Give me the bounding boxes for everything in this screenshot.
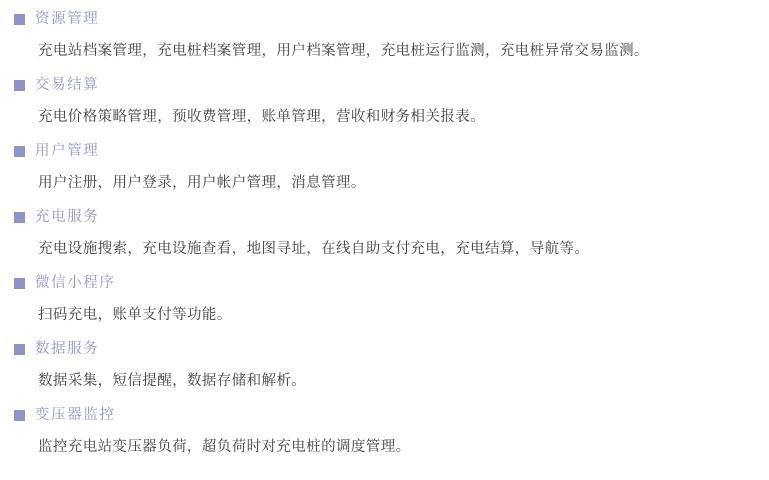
section-header	[0, 72, 769, 98]
section-body: 数据采集，短信提醒，数据存储和解析。	[38, 373, 307, 389]
section-body: 扫码充电，账单支付等功能。	[38, 307, 232, 323]
square-bullet-icon	[14, 410, 25, 421]
section-header	[0, 6, 769, 32]
section-body: 监控充电站变压器负荷，超负荷时对充电桩的调度管理。	[38, 439, 411, 455]
section-header	[0, 270, 769, 296]
section-title: 交易结算	[35, 77, 100, 93]
section-header	[0, 138, 769, 164]
square-bullet-icon	[14, 278, 25, 289]
section-user-management	[0, 138, 769, 204]
section-transaction-settlement	[0, 72, 769, 138]
section-header	[0, 402, 769, 428]
section-title: 变压器监控	[35, 407, 116, 423]
section-title: 充电服务	[35, 209, 100, 225]
section-title: 用户管理	[35, 143, 100, 159]
section-header	[0, 336, 769, 362]
square-bullet-icon	[14, 212, 25, 223]
section-body: 充电设施搜索，充电设施查看，地图寻址，在线自助支付充电，充电结算，导航等。	[38, 241, 590, 257]
square-bullet-icon	[14, 80, 25, 91]
section-title: 资源管理	[35, 11, 100, 27]
square-bullet-icon	[14, 146, 25, 157]
section-charging-service	[0, 204, 769, 270]
section-resource-management	[0, 6, 769, 72]
section-wechat-miniprogram	[0, 270, 769, 336]
section-data-service	[0, 336, 769, 402]
section-title: 微信小程序	[35, 275, 116, 291]
section-body: 用户注册，用户登录，用户帐户管理，消息管理。	[38, 175, 366, 191]
square-bullet-icon	[14, 344, 25, 355]
section-title: 数据服务	[35, 341, 100, 357]
section-transformer-monitoring	[0, 402, 769, 468]
section-body: 充电站档案管理，充电桩档案管理，用户档案管理，充电桩运行监测，充电桩异常交易监测。	[38, 43, 649, 59]
square-bullet-icon	[14, 14, 25, 25]
section-body: 充电价格策略管理，预收费管理，账单管理，营收和财务相关报表。	[38, 109, 485, 125]
section-header	[0, 204, 769, 230]
